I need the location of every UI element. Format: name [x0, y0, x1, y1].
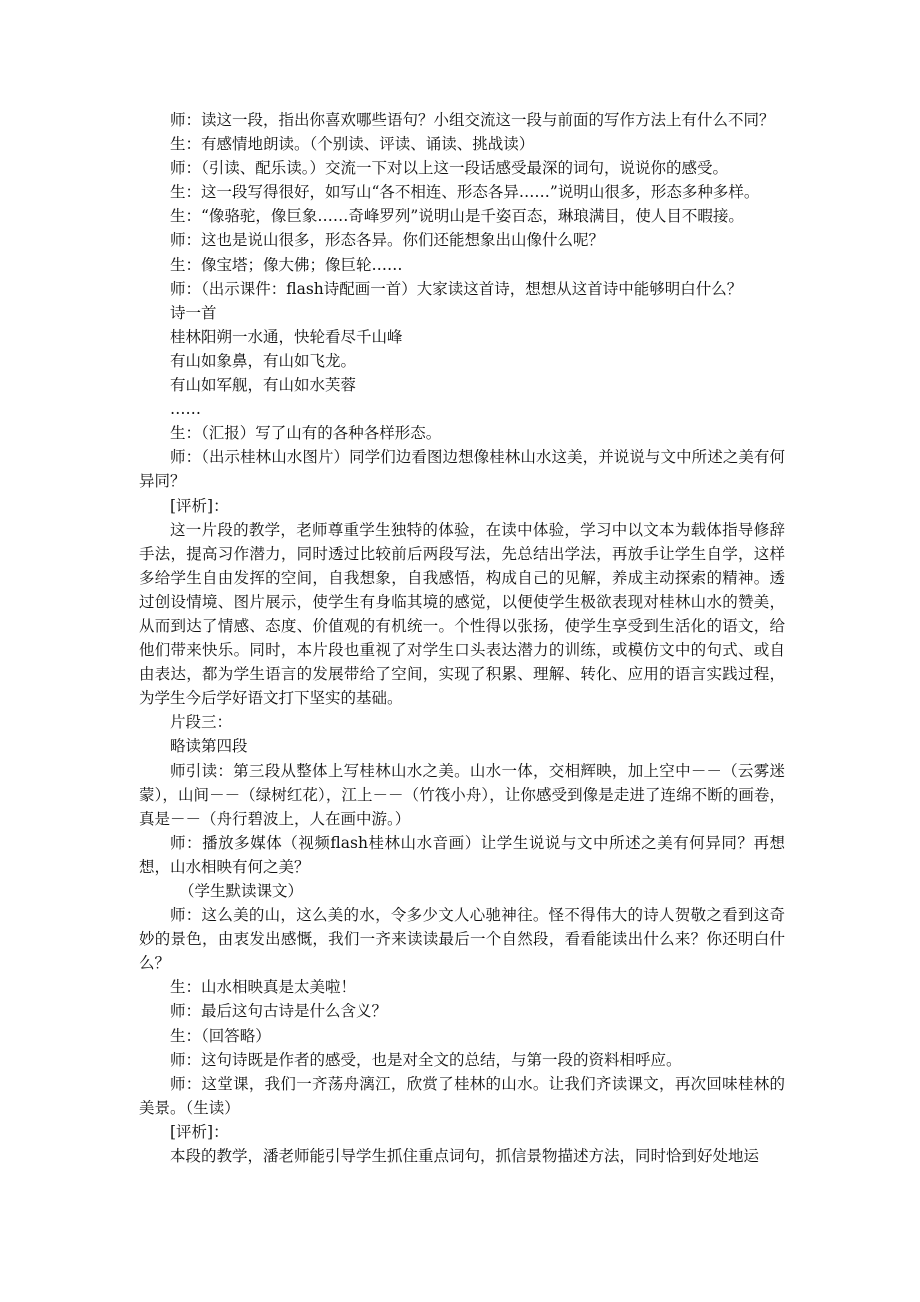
paragraph-18: 师：这句诗既是作者的感受，也是对全文的总结，与第一段的资料相呼应。: [170, 1050, 682, 1069]
paragraph-8: 师：（出示课件：flash诗配画一首）大家读这首诗，想想从这首诗中能够明白什么？: [170, 279, 743, 298]
paragraph-16: 师：最后这句古诗是什么含义？: [170, 1002, 388, 1021]
paragraph-3: 师：（引读、配乐读。）交流一下对以上这一段话感受最深的词句，说说你的感受。: [170, 159, 729, 178]
poem-ellipsis: ……: [170, 400, 201, 419]
poem-title: 诗一首: [170, 303, 217, 322]
paragraph-19: 师：这堂课，我们一齐荡舟漓江，欣赏了桂林的山水。让我们齐读课文，再次回味桂林的美景。（生读）: [139, 1074, 785, 1117]
section-heading: 片段三：: [170, 713, 233, 732]
document-body: [139, 108, 785, 1168]
paragraph-1: 师：读这一段，指出你喜欢哪些语句？小组交流这一段与前面的写作方法上有什么不同？: [170, 111, 775, 129]
paragraph-10: 师：（出示桂林山水图片）同学们边看图边想像桂林山水这美，并说说与文中所述之美有何异同？: [139, 448, 785, 491]
paragraph-13: （学生默读课文）: [179, 882, 304, 900]
paragraph-5: 生：“像骆驼，像巨象……奇峰罗列”说明山是千姿百态，琳琅满目，使人目不暇接。: [170, 207, 744, 226]
comment-heading-1: [评析]：: [170, 496, 229, 515]
paragraph-6: 师：这也是说山很多，形态各异。你们还能想象出山像什么呢？: [170, 231, 605, 250]
comment-body-1: 这一片段的教学，老师尊重学生独特的体验，在读中体验，学习中以文本为载体指导修辞手法，提高习作潜力，同时透过比较前后两段写法，先总结出学法，再放手让学生自学，这样多给学生自由发挥的空间，自我想象，自我感悟，构成自己的见解，养成主动探索的精神。透过创设情境、图片展示，使学生有身临其境的感觉，以便使学生极欲表现对桂林山水的赞美，从而到达了情感、态度、价值观的有机统一。个性得以张扬，使学生享受到生活化的语文，给他们带来快乐。同时，本片段也重视了对学生口头表达潜力的训练，或模仿文中的句式、或自由表达，都为学生语言的发展带给了空间，实现了积累、理解、转化、应用的语言实践过程，为学生今后学好语文打下坚实的基础。: [139, 520, 785, 708]
poem-line-2: 有山如象鼻，有山如飞龙。: [170, 351, 357, 370]
paragraph-11: 师引读：第三段从整体上写桂林山水之美。山水一体，交相辉映，加上空中－－（云雾迷蒙），山间－－（绿树红花），江上－－（竹筏小舟），让你感受到像是走进了连绵不断的画卷，真是－－（舟行碧波上，人在画中游。）: [139, 761, 785, 828]
poem-line-1: 桂林阳朔一水通，快轮看尽千山峰: [170, 327, 403, 346]
paragraph-15: 生：山水相映真是太美啦！: [170, 978, 357, 997]
paragraph-2: 生：有感情地朗读。（个别读、评读、诵读、挑战读）: [170, 135, 535, 154]
paragraph-17: 生：（回答略）: [170, 1026, 271, 1045]
comment-body-2: 本段的教学，潘老师能引导学生抓住重点词句，抓信景物描述方法，同时恰到好处地运: [170, 1147, 760, 1166]
paragraph-4: 生：这一段写得很好，如写山“各不相连、形态各异……”说明山很多，形态多种多样。: [170, 183, 760, 202]
paragraph-14: 师：这么美的山，这么美的水，令多少文人心驰神往。怪不得伟大的诗人贺敬之看到这奇妙的景色，由衷发出感慨，我们一齐来读读最后一个自然段，看看能读出什么来？你还明白什么？: [139, 906, 785, 973]
paragraph-9: 生：（汇报）写了山有的各种各样形态。: [170, 424, 442, 443]
comment-heading-2: [评析]：: [170, 1122, 229, 1141]
paragraph-7: 生：像宝塔；像大佛；像巨轮……: [170, 255, 403, 274]
paragraph-12: 师：播放多媒体（视频flash桂林山水音画）让学生说说与文中所述之美有何异同？再想想，山水相映有何之美？: [139, 833, 785, 876]
section-subheading: 略读第四段: [170, 737, 248, 756]
poem-line-3: 有山如军舰，有山如水芙蓉: [170, 376, 357, 395]
